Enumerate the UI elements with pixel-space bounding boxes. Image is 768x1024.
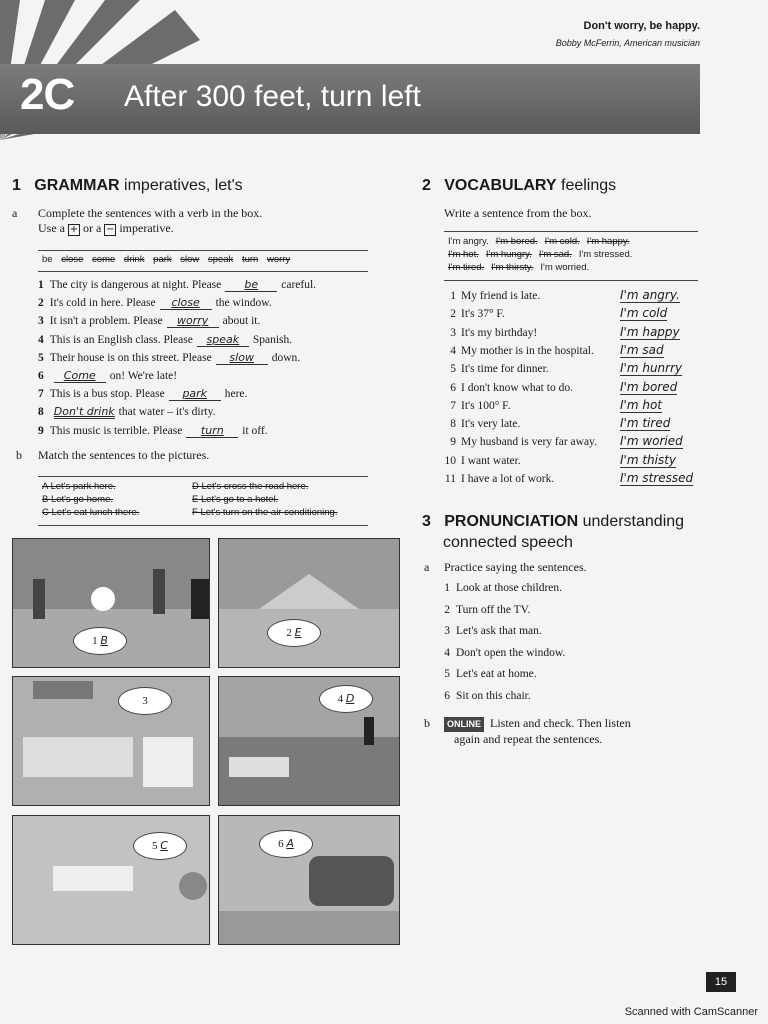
section-topic: understanding <box>582 513 685 530</box>
answer-blank[interactable]: I'm stressed <box>620 471 694 485</box>
feeling-word: I'm worried. <box>540 262 590 273</box>
grammar-b-letter: b <box>16 448 22 462</box>
unit-number: 2C <box>20 70 75 119</box>
feeling-word: I'm bored. <box>495 236 538 247</box>
quote <box>556 20 700 48</box>
item-number: 5 <box>38 351 44 364</box>
answer-blank[interactable]: I'm sad <box>620 342 664 357</box>
section-topic: connected speech <box>443 534 573 551</box>
pron-item <box>440 647 565 659</box>
picture-number: 3 <box>142 695 148 707</box>
item-number: 10 <box>444 454 456 467</box>
item-number: 6 <box>444 689 450 702</box>
item-text: The city is dangerous at night. Please <box>49 279 222 291</box>
item-number: 2 <box>38 297 44 310</box>
grammar-heading <box>12 177 243 195</box>
sentence-box-row <box>42 506 364 519</box>
box-word: close <box>61 254 84 265</box>
answer-blank[interactable]: I'm angry. <box>620 288 680 302</box>
instruction-part: or a <box>83 221 102 235</box>
item-text: Don't open the window. <box>456 646 566 659</box>
feelings-box-row <box>448 261 694 274</box>
item-number: 2 <box>444 603 450 616</box>
item-number: 4 <box>450 344 456 357</box>
grammar-item <box>38 278 316 292</box>
item-number: 3 <box>450 326 456 339</box>
pron-item <box>440 668 537 680</box>
item-text: it off. <box>242 424 268 437</box>
answer-blank[interactable]: turn <box>186 424 238 438</box>
picture-answer: E <box>294 626 302 639</box>
vocab-item <box>434 382 573 394</box>
box-sentence: E Let's go to a hotel. <box>192 494 279 505</box>
sentence-box <box>38 476 368 526</box>
picture-answer: D <box>345 692 355 705</box>
picture-answer: C <box>160 839 168 852</box>
page-number: 15 <box>706 972 736 992</box>
picture-number: 4 <box>337 693 344 705</box>
item-text: It's my birthday! <box>461 326 538 339</box>
box-sentence: A Let's park here. <box>42 481 116 492</box>
item-text: It's 37° F. <box>461 308 505 321</box>
item-text: Turn off the TV. <box>456 603 531 616</box>
item-number: 4 <box>444 646 450 659</box>
item-number: 9 <box>450 436 456 449</box>
section-title: GRAMMAR <box>34 177 120 194</box>
vocab-item <box>434 455 521 467</box>
pron-b-instructions <box>444 716 631 747</box>
vocab-item <box>434 290 540 302</box>
answer-blank[interactable]: I'm woried <box>620 434 683 449</box>
instruction-line <box>38 221 368 236</box>
minus-box-icon: − <box>106 224 115 235</box>
item-number: 1 <box>444 582 450 594</box>
item-number: 3 <box>38 315 44 328</box>
grammar-a-instructions <box>38 206 368 236</box>
page-title: After 300 feet, turn left <box>124 80 421 113</box>
pron-item <box>440 582 562 594</box>
vocab-item <box>434 400 511 412</box>
item-text: This is an English class. Please <box>49 333 193 346</box>
scanner-watermark: Scanned with CamScanner <box>624 1006 758 1018</box>
picture-bubble <box>259 830 313 858</box>
vocab-item <box>434 473 554 485</box>
item-text: I want water. <box>461 454 521 467</box>
item-number: 1 <box>38 279 44 291</box>
instruction-part: Listen and check. Then listen <box>490 716 631 730</box>
section-topic: feelings <box>561 177 617 194</box>
section-number: 2 <box>422 177 431 194</box>
feeling-word: I'm hot. <box>448 249 479 260</box>
feeling-word: I'm stressed. <box>578 249 633 260</box>
answer-blank[interactable]: park <box>169 387 221 401</box>
grammar-item <box>38 424 268 438</box>
feelings-box <box>444 231 698 281</box>
feeling-word: I'm tired. <box>448 262 485 273</box>
box-sentence: B Let's go home. <box>42 494 113 505</box>
item-text: down. <box>271 351 301 364</box>
park-illustration <box>13 816 209 944</box>
answer-blank[interactable]: be <box>225 278 277 292</box>
item-text: about it. <box>222 315 261 328</box>
item-number: 5 <box>450 363 456 376</box>
item-number: 3 <box>444 625 450 637</box>
sentence-box-row <box>42 493 364 506</box>
pron-item <box>440 690 531 702</box>
sentence-box-row <box>42 480 364 493</box>
item-text: Their house is on this street. Please <box>49 351 212 364</box>
grammar-item <box>38 314 260 328</box>
item-number: 2 <box>450 308 456 321</box>
item-text: My mother is in the hospital. <box>461 344 594 357</box>
pron-heading <box>422 511 684 553</box>
box-word: park <box>153 254 172 265</box>
item-number: 5 <box>444 668 450 680</box>
item-number: 11 <box>444 473 456 485</box>
grammar-b-instructions: Match the sentences to the pictures. <box>38 448 210 462</box>
answer-blank[interactable]: Don't drink <box>53 405 115 419</box>
picture-number: 1 <box>92 635 98 647</box>
answer-blank[interactable]: I'm tired <box>620 416 671 431</box>
picture-car <box>218 815 400 945</box>
item-text: here. <box>224 388 248 401</box>
instruction-line: Complete the sentences with a verb in the box. <box>38 206 263 220</box>
box-word: drink <box>123 254 145 265</box>
word-box <box>38 250 368 272</box>
vocab-item <box>434 308 505 320</box>
item-text: I have a lot of work. <box>461 473 555 485</box>
section-topic: imperatives, let's <box>124 177 243 194</box>
plus-box-icon: + <box>69 224 79 235</box>
hot-room-illustration <box>13 677 209 805</box>
online-badge: ONLINE <box>444 717 484 732</box>
item-text: I don't know what to do. <box>461 381 573 394</box>
item-number: 9 <box>38 424 44 437</box>
item-text: It's 100° F. <box>461 399 511 412</box>
item-text: It's time for dinner. <box>461 363 549 376</box>
picture-concert <box>12 538 210 668</box>
answer-blank[interactable]: speak <box>197 333 249 347</box>
item-text: My husband is very far away. <box>461 436 597 449</box>
feeling-word: I'm angry. <box>448 236 489 247</box>
picture-crossing <box>218 676 400 806</box>
picture-answer: B <box>100 634 108 647</box>
picture-hot-room <box>12 676 210 806</box>
pron-item <box>440 604 530 616</box>
grammar-item <box>38 387 247 401</box>
picture-number: 2 <box>286 627 292 639</box>
item-text: It isn't a problem. Please <box>49 315 163 328</box>
item-number: 6 <box>450 381 456 394</box>
picture-rain-tent <box>218 538 400 668</box>
car-illustration <box>219 816 399 944</box>
answer-blank[interactable]: worry <box>167 314 219 328</box>
picture-number: 6 <box>278 838 284 850</box>
section-number: 3 <box>422 513 431 530</box>
answer-blank[interactable]: I'm happy <box>620 324 680 339</box>
item-text: It's cold in here. Please <box>49 297 156 310</box>
feeling-word: I'm thirsty. <box>491 262 534 273</box>
item-number: 6 <box>38 370 44 382</box>
item-text: careful. <box>281 279 317 291</box>
feeling-word: I'm sad. <box>538 249 572 260</box>
answer-blank[interactable]: I'm thisty <box>620 452 677 467</box>
picture-bubble <box>118 687 172 715</box>
box-sentence: D Let's cross the road here. <box>192 481 309 492</box>
pron-item <box>440 625 542 637</box>
item-text: the window. <box>215 297 272 310</box>
item-number: 4 <box>38 333 44 346</box>
item-text: on! We're late! <box>109 370 178 382</box>
box-word: speak <box>207 254 234 265</box>
vocab-item <box>434 345 594 357</box>
item-text: that water – it's dirty. <box>118 406 216 419</box>
box-word: turn <box>241 254 259 265</box>
grammar-item <box>38 333 292 347</box>
box-sentence: F Let's turn on the air conditioning. <box>192 507 338 518</box>
box-word: worry <box>266 254 291 265</box>
picture-bubble <box>73 627 127 655</box>
vocab-item <box>434 436 597 448</box>
box-word: come <box>92 254 116 265</box>
quote-text: Don't worry, be happy. <box>583 20 700 32</box>
feeling-word: I'm happy. <box>586 236 630 247</box>
vocab-item <box>434 327 537 339</box>
answer-blank[interactable]: I'm bored <box>620 379 678 394</box>
picture-bubble <box>133 832 187 860</box>
pron-a-instructions: Practice saying the sentences. <box>444 560 587 574</box>
pron-b-letter: b <box>424 716 430 730</box>
grammar-item <box>38 351 300 365</box>
vocab-item <box>434 418 520 430</box>
box-sentence: C Let's eat lunch there. <box>42 507 140 518</box>
feeling-word: I'm hungry. <box>485 249 532 260</box>
feelings-box-row <box>448 235 694 248</box>
item-number: 8 <box>450 418 456 431</box>
section-title: PRONUNCIATION <box>444 513 579 530</box>
quote-author: Bobby McFerrin, American musician <box>555 38 700 48</box>
item-text: Look at those children. <box>456 582 563 594</box>
answer-blank[interactable]: I'm hot <box>620 397 662 412</box>
answer-blank[interactable]: Come <box>54 369 106 383</box>
item-text: Sit on this chair. <box>456 689 531 702</box>
answer-blank[interactable]: close <box>160 296 212 310</box>
vocab-heading <box>422 177 616 195</box>
instruction-part: imperative. <box>119 221 174 235</box>
rain-tent-illustration <box>219 539 399 667</box>
instruction-part: Use a <box>38 221 65 235</box>
picture-park <box>12 815 210 945</box>
item-number: 1 <box>450 290 456 302</box>
item-text: It's very late. <box>461 418 521 431</box>
item-number: 7 <box>38 388 44 401</box>
item-text: Let's ask that man. <box>456 625 542 637</box>
item-text: Let's eat at home. <box>456 668 537 680</box>
item-text: This music is terrible. Please <box>49 424 183 437</box>
section-title: VOCABULARY <box>444 177 557 194</box>
grammar-item <box>38 405 216 419</box>
picture-bubble <box>267 619 321 647</box>
section-number: 1 <box>12 177 21 194</box>
item-number: 7 <box>450 399 456 412</box>
item-text: This is a bus stop. Please <box>49 388 165 401</box>
item-number: 8 <box>38 406 44 419</box>
item-text: Spanish. <box>252 333 293 346</box>
pron-a-letter: a <box>424 560 430 574</box>
box-word: be <box>42 254 53 265</box>
grammar-item <box>38 296 272 310</box>
item-text: My friend is late. <box>461 290 541 302</box>
instruction-part: again and repeat the sentences. <box>454 732 603 746</box>
grammar-item <box>38 369 177 383</box>
answer-blank[interactable]: I'm hunrry <box>620 361 683 376</box>
picture-number: 5 <box>152 840 158 852</box>
answer-blank[interactable]: I'm cold <box>620 306 668 321</box>
answer-blank[interactable]: slow <box>216 351 268 365</box>
vocab-item <box>434 363 549 375</box>
box-word: slow <box>180 254 200 265</box>
grammar-a-letter: a <box>12 206 18 220</box>
picture-answer: A <box>286 837 294 850</box>
feelings-box-row <box>448 248 694 261</box>
vocab-instructions: Write a sentence from the box. <box>444 206 592 220</box>
feeling-word: I'm cold. <box>544 236 580 247</box>
picture-bubble <box>319 685 373 713</box>
